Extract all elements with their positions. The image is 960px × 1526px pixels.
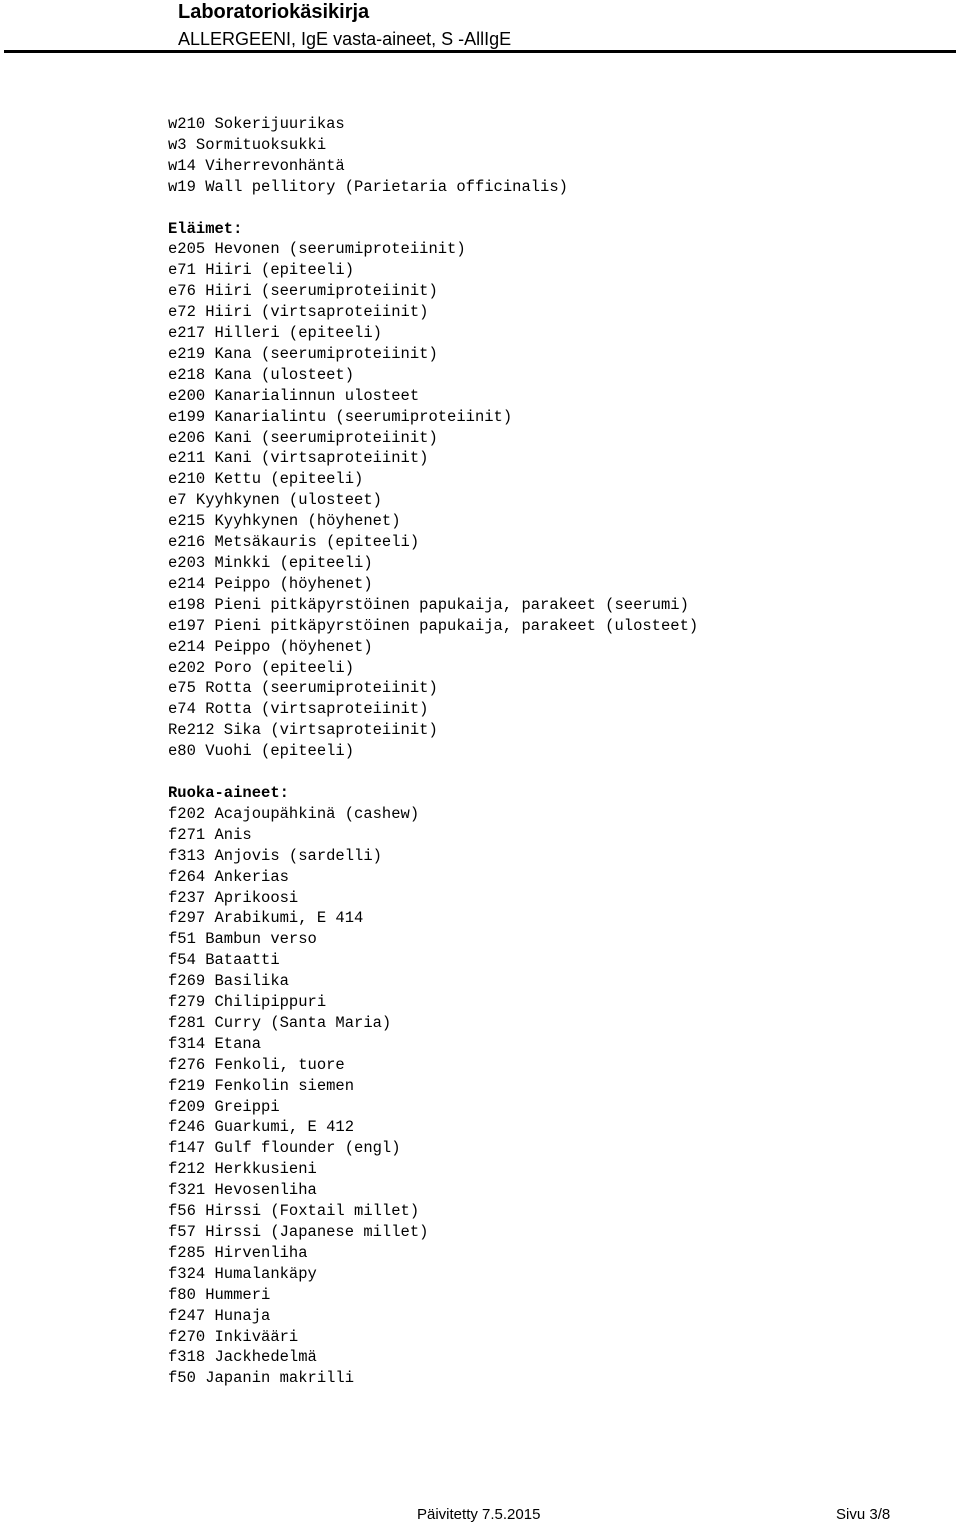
allergen-item: f321 Hevosenliha [168, 1181, 317, 1200]
page-header [178, 0, 511, 50]
allergen-item: e219 Kana (seerumiproteiinit) [168, 344, 438, 363]
allergen-section [168, 219, 698, 763]
allergen-item: e80 Vuohi (epiteeli) [168, 742, 355, 761]
allergen-item: f270 Inkivääri [168, 1327, 299, 1346]
allergen-item: f80 Hummeri [168, 1285, 271, 1304]
allergen-item: e210 Kettu (epiteeli) [168, 470, 364, 489]
document-subtitle: ALLERGEENI, IgE vasta-aineet, S -AllIgE [178, 29, 512, 49]
allergen-item: f281 Curry (Santa Maria) [168, 1013, 392, 1032]
section-heading: Ruoka-aineet: [168, 783, 289, 802]
allergen-item: f209 Greippi [168, 1097, 280, 1116]
allergen-item: e211 Kani (virtsaproteiinit) [168, 449, 429, 468]
allergen-item: f147 Gulf flounder (engl) [168, 1139, 401, 1158]
allergen-item: e197 Pieni pitkäpyrstöinen papukaija, parakeet (ulosteet) [168, 616, 699, 635]
allergen-section [168, 114, 698, 198]
allergen-item: Re212 Sika (virtsaproteiinit) [168, 721, 438, 740]
allergen-item: e203 Minkki (epiteeli) [168, 554, 373, 573]
footer-updated-date: Päivitetty 7.5.2015 [417, 1506, 541, 1523]
allergen-item: e199 Kanarialintu (seerumiproteiinit) [168, 407, 513, 426]
allergen-item: w19 Wall pellitory (Parietaria officinalis) [168, 177, 568, 196]
allergen-item: f219 Fenkolin siemen [168, 1076, 355, 1095]
allergen-section [168, 783, 698, 1389]
allergen-item: e205 Hevonen (seerumiproteiinit) [168, 240, 466, 259]
allergen-item: f271 Anis [168, 825, 252, 844]
allergen-item: e198 Pieni pitkäpyrstöinen papukaija, parakeet (seerumi) [168, 595, 689, 614]
allergen-item: f202 Acajoupähkinä (cashew) [168, 804, 420, 823]
allergen-item: e202 Poro (epiteeli) [168, 658, 355, 677]
allergen-item: f313 Anjovis (sardelli) [168, 846, 382, 865]
allergen-item: f54 Bataatti [168, 951, 280, 970]
allergen-item: f276 Fenkoli, tuore [168, 1055, 345, 1074]
allergen-item: f297 Arabikumi, E 414 [168, 909, 364, 928]
footer-page-number: Sivu 3/8 [836, 1506, 891, 1523]
allergen-item: e214 Peippo (höyhenet) [168, 574, 373, 593]
allergen-item: e218 Kana (ulosteet) [168, 365, 355, 384]
allergen-item: f56 Hirssi (Foxtail millet) [168, 1202, 420, 1221]
allergen-item: e71 Hiiri (epiteeli) [168, 261, 355, 280]
allergen-item: f279 Chilipippuri [168, 993, 327, 1012]
allergen-item: e206 Kani (seerumiproteiinit) [168, 428, 438, 447]
allergen-item: e217 Hilleri (epiteeli) [168, 324, 382, 343]
allergen-item: w14 Viherrevonhäntä [168, 156, 345, 175]
allergen-item: e214 Peippo (höyhenet) [168, 637, 373, 656]
allergen-item: e72 Hiiri (virtsaproteiinit) [168, 303, 429, 322]
allergen-item: f57 Hirssi (Japanese millet) [168, 1223, 429, 1241]
allergen-item: e215 Kyyhkynen (höyhenet) [168, 512, 401, 531]
header-divider [4, 50, 956, 53]
allergen-item: f246 Guarkumi, E 412 [168, 1118, 355, 1137]
allergen-list [168, 114, 698, 1389]
allergen-item: f212 Herkkusieni [168, 1160, 317, 1179]
allergen-item: f324 Humalankäpy [168, 1264, 317, 1283]
allergen-item: e200 Kanarialinnun ulosteet [168, 386, 420, 405]
allergen-item: w210 Sokerijuurikas [168, 115, 345, 133]
allergen-item: f318 Jackhedelmä [168, 1348, 317, 1367]
allergen-item: f237 Aprikoosi [168, 888, 299, 907]
allergen-item: f314 Etana [168, 1034, 262, 1053]
document-title: Laboratoriokäsikirja [178, 1, 370, 23]
section-heading: Eläimet: [168, 219, 243, 238]
allergen-item: f269 Basilika [168, 972, 289, 991]
allergen-item: e74 Rotta (virtsaproteiinit) [168, 700, 429, 719]
allergen-item: e7 Kyyhkynen (ulosteet) [168, 491, 382, 510]
allergen-item: e76 Hiiri (seerumiproteiinit) [168, 282, 438, 301]
allergen-item: f50 Japanin makrilli [168, 1369, 355, 1388]
allergen-item: f285 Hirvenliha [168, 1243, 308, 1262]
allergen-item: e216 Metsäkauris (epiteeli) [168, 533, 420, 552]
allergen-item: f51 Bambun verso [168, 930, 317, 949]
allergen-item: f264 Ankerias [168, 867, 289, 886]
allergen-item: e75 Rotta (seerumiproteiinit) [168, 679, 438, 698]
allergen-item: f247 Hunaja [168, 1306, 271, 1325]
allergen-item: w3 Sormituoksukki [168, 135, 327, 154]
